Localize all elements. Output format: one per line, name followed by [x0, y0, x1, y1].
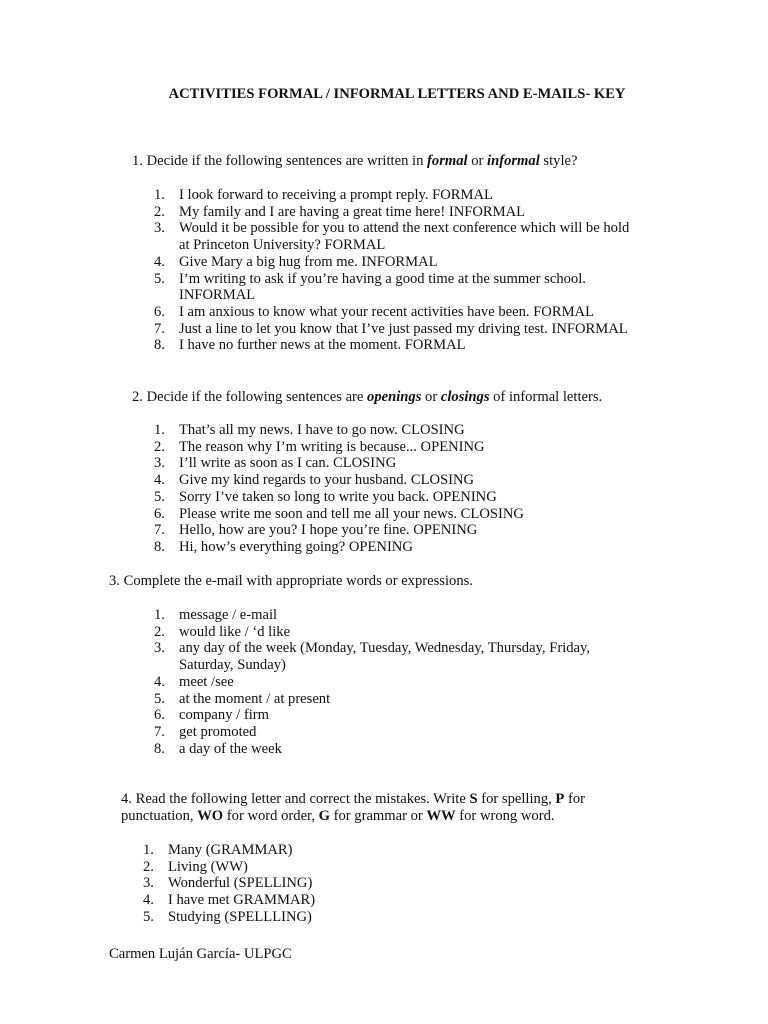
list-item-text: Saturday, Sunday) — [179, 657, 286, 674]
list-item-number: 6. — [154, 707, 165, 724]
list-item — [154, 254, 629, 271]
question-2-text: or — [421, 389, 441, 405]
question-2-text: 2. Decide if the following sentences are — [132, 389, 368, 405]
list-item — [154, 204, 629, 221]
list-item-number: 4. — [154, 253, 165, 270]
list-item — [154, 624, 590, 641]
question-1-informal: informal — [487, 153, 540, 169]
question-3-heading: 3. Complete the e-mail with appropriate words or expressions. — [109, 573, 473, 589]
list-item-text: I have met GRAMMAR) — [168, 892, 316, 909]
list-item — [143, 859, 315, 876]
list-item-text: company / firm — [179, 707, 269, 724]
list-item-text: at the moment / at present — [179, 690, 331, 707]
list-item-number: 1. — [154, 422, 165, 438]
q4-text: for spelling, — [477, 791, 556, 807]
list-item-text: Hi, how’s everything going? OPENING — [179, 538, 413, 555]
q4-code-g: G — [318, 808, 330, 824]
list-item-number: 2. — [154, 623, 165, 640]
list-item-number: 1. — [143, 842, 154, 858]
list-item-text: That’s all my news. I have to go now. CLOSING — [179, 422, 465, 438]
list-item-text: message / e-mail — [179, 607, 278, 623]
list-item-text: Give Mary a big hug from me. INFORMAL — [179, 253, 438, 270]
list-item — [154, 472, 524, 489]
list-item-number: 6. — [154, 303, 165, 320]
list-item — [143, 909, 315, 926]
list-item-number: 6. — [154, 505, 165, 522]
question-4-heading — [121, 791, 585, 825]
list-item-number: 5. — [154, 690, 165, 707]
question-1-list — [154, 187, 629, 354]
list-item-text: I look forward to receiving a prompt reply. FORMAL — [179, 187, 493, 203]
list-item-number: 7. — [154, 723, 165, 740]
list-item-text: Sorry I’ve taken so long to write you back. OPENING — [179, 488, 497, 505]
list-item-text: INFORMAL — [179, 287, 256, 304]
list-item — [154, 220, 629, 253]
question-3-list — [154, 607, 590, 757]
list-item-text: My family and I are having a great time here! INFORMAL — [179, 203, 526, 220]
question-2-list — [154, 422, 524, 556]
list-item-text: would like / ‘d like — [179, 623, 291, 640]
list-item — [143, 842, 315, 859]
list-item-text: Give my kind regards to your husband. CLOSING — [179, 472, 475, 489]
list-item-number: 2. — [143, 858, 154, 875]
list-item — [154, 539, 524, 556]
list-item-text: The reason why I’m writing is because... OPENING — [179, 438, 485, 455]
list-item-number: 5. — [143, 908, 154, 925]
q4-code-s: S — [469, 791, 478, 807]
list-item — [154, 506, 524, 523]
list-item-text: Please write me soon and tell me all your news. CLOSING — [179, 505, 524, 522]
list-item — [154, 439, 524, 456]
question-1-text: 1. Decide if the following sentences are written in — [132, 153, 428, 169]
list-item-number: 4. — [154, 472, 165, 489]
list-item — [154, 304, 629, 321]
list-item — [154, 455, 524, 472]
list-item-number: 3. — [154, 455, 165, 472]
q4-code-wo: WO — [197, 808, 224, 824]
list-item-text: get promoted — [179, 723, 257, 740]
question-4-line-2 — [121, 808, 585, 825]
list-item — [154, 422, 524, 439]
list-item — [154, 674, 590, 691]
list-item — [154, 321, 629, 338]
list-item — [154, 489, 524, 506]
list-item-number: 7. — [154, 522, 165, 539]
list-item-number: 8. — [154, 337, 165, 354]
list-item — [154, 522, 524, 539]
question-4-line-1 — [121, 791, 585, 808]
question-2-heading — [132, 389, 602, 406]
question-4-list — [143, 842, 315, 926]
question-2-text: of informal letters. — [489, 389, 603, 405]
list-item — [143, 892, 315, 909]
list-item — [154, 691, 590, 708]
list-item-text: Hello, how are you? I hope you’re fine. OPENING — [179, 522, 478, 539]
list-item-number: 8. — [154, 740, 165, 757]
list-item-number: 7. — [154, 320, 165, 337]
list-item-text: Many (GRAMMAR) — [168, 842, 293, 858]
page-title: ACTIVITIES FORMAL / INFORMAL LETTERS AND E-MAILS- KEY — [168, 86, 626, 102]
list-item-text: at Princeton University? FORMAL — [179, 237, 386, 254]
list-item-text: I am anxious to know what your recent activities have been. FORMAL — [179, 303, 595, 320]
list-item — [154, 707, 590, 724]
list-item — [154, 640, 590, 673]
question-1-heading — [132, 153, 577, 170]
question-2-closings: closings — [440, 389, 490, 405]
q4-text: 4. Read the following letter and correct the mistakes. Write — [121, 791, 470, 807]
question-1-text: style? — [539, 153, 578, 169]
list-item-text: Studying (SPELLLING) — [168, 908, 312, 925]
list-item-number: 8. — [154, 538, 165, 555]
question-1-text: or — [467, 153, 488, 169]
list-item-text: meet /see — [179, 673, 234, 690]
list-item-number: 4. — [154, 673, 165, 690]
list-item — [154, 271, 629, 304]
list-item — [154, 741, 590, 758]
list-item — [154, 607, 590, 624]
list-item-number: 2. — [154, 203, 165, 220]
list-item — [154, 187, 629, 204]
list-item-text: a day of the week — [179, 740, 282, 757]
list-item — [154, 337, 629, 354]
list-item-text: I’ll write as soon as I can. CLOSING — [179, 455, 397, 472]
q4-text: for wrong word. — [455, 808, 555, 824]
list-item-text: Would it be possible for you to attend the next conference which will be hold — [179, 220, 630, 237]
list-item-number: 5. — [154, 488, 165, 505]
list-item-text: any day of the week (Monday, Tuesday, Wednesday, Thursday, Friday, — [179, 640, 591, 657]
list-item-number: 2. — [154, 438, 165, 455]
q4-text: for grammar or — [329, 808, 427, 824]
list-item-text: Wonderful (SPELLING) — [168, 875, 313, 892]
list-item-number: 5. — [154, 270, 165, 287]
list-item-number: 3. — [154, 220, 165, 237]
question-1-formal: formal — [427, 153, 468, 169]
list-item-number: 3. — [154, 640, 165, 657]
list-item-text: Living (WW) — [168, 858, 248, 875]
list-item-number: 1. — [154, 187, 165, 203]
q4-code-p: P — [555, 791, 565, 807]
q4-text: for word order, — [223, 808, 319, 824]
footer-author: Carmen Luján García- ULPGC — [109, 946, 292, 962]
q4-code-ww: WW — [426, 808, 456, 824]
question-2-openings: openings — [367, 389, 422, 405]
list-item-text: I have no further news at the moment. FORMAL — [179, 337, 466, 354]
list-item — [143, 875, 315, 892]
list-item — [154, 724, 590, 741]
list-item-text: Just a line to let you know that I’ve just passed my driving test. INFORMAL — [179, 320, 628, 337]
list-item-number: 4. — [143, 892, 154, 909]
list-item-number: 3. — [143, 875, 154, 892]
list-item-text: I’m writing to ask if you’re having a good time at the summer school. — [179, 270, 586, 287]
q4-text: punctuation, — [121, 808, 198, 824]
list-item-number: 1. — [154, 607, 165, 623]
q4-text: for — [564, 791, 586, 807]
